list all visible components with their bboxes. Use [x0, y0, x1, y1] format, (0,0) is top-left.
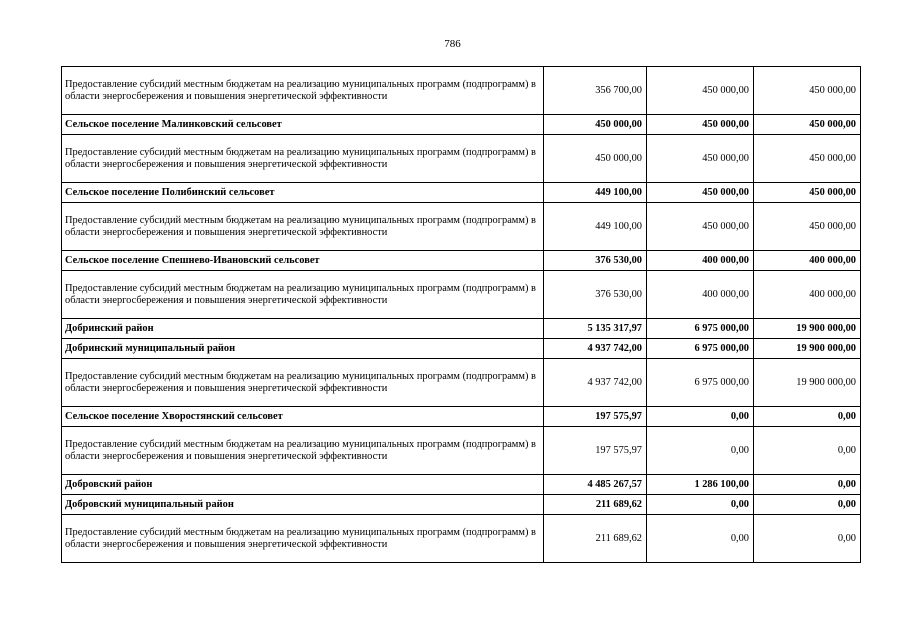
row-name: Предоставление субсидий местным бюджетам на реализацию муниципальных программ (подпрограмм) в области энергосбережения и повышения энергетической эффективности: [62, 359, 544, 407]
row-value-1: 450 000,00: [544, 135, 647, 183]
row-value-3: 19 900 000,00: [754, 359, 861, 407]
row-value-2: 0,00: [647, 427, 754, 475]
row-value-2: 6 975 000,00: [647, 339, 754, 359]
row-value-2: 450 000,00: [647, 183, 754, 203]
table-row: [62, 475, 861, 495]
table-row: [62, 135, 861, 183]
row-value-3: 450 000,00: [754, 115, 861, 135]
table-row: [62, 183, 861, 203]
row-name: Предоставление субсидий местным бюджетам на реализацию муниципальных программ (подпрограмм) в области энергосбережения и повышения энергетической эффективности: [62, 67, 544, 115]
row-value-1: 211 689,62: [544, 515, 647, 563]
table-row: [62, 515, 861, 563]
table-row: [62, 203, 861, 251]
row-value-3: 450 000,00: [754, 135, 861, 183]
row-value-1: 449 100,00: [544, 183, 647, 203]
row-value-1: 376 530,00: [544, 271, 647, 319]
row-value-1: 449 100,00: [544, 203, 647, 251]
row-value-3: 450 000,00: [754, 203, 861, 251]
row-value-2: 0,00: [647, 515, 754, 563]
row-value-2: 6 975 000,00: [647, 359, 754, 407]
row-value-2: 0,00: [647, 407, 754, 427]
row-value-3: 450 000,00: [754, 67, 861, 115]
row-name: Сельское поселение Хворостянский сельсовет: [62, 407, 544, 427]
row-value-1: 450 000,00: [544, 115, 647, 135]
row-value-2: 450 000,00: [647, 135, 754, 183]
row-name: Предоставление субсидий местным бюджетам на реализацию муниципальных программ (подпрограмм) в области энергосбережения и повышения энергетической эффективности: [62, 135, 544, 183]
row-value-2: 6 975 000,00: [647, 319, 754, 339]
table-row: [62, 251, 861, 271]
row-name: Сельское поселение Спешнево-Ивановский сельсовет: [62, 251, 544, 271]
table-row: [62, 359, 861, 407]
row-value-1: 211 689,62: [544, 495, 647, 515]
row-value-2: 400 000,00: [647, 251, 754, 271]
row-name: Сельское поселение Малинковский сельсовет: [62, 115, 544, 135]
row-name: Добровский район: [62, 475, 544, 495]
table-row: [62, 115, 861, 135]
row-name: Предоставление субсидий местным бюджетам на реализацию муниципальных программ (подпрограмм) в области энергосбережения и повышения энергетической эффективности: [62, 515, 544, 563]
row-value-1: 197 575,97: [544, 427, 647, 475]
row-value-1: 376 530,00: [544, 251, 647, 271]
row-value-2: 1 286 100,00: [647, 475, 754, 495]
row-name: Добринский муниципальный район: [62, 339, 544, 359]
row-value-2: 0,00: [647, 495, 754, 515]
row-value-1: 356 700,00: [544, 67, 647, 115]
table-row: [62, 67, 861, 115]
row-value-2: 450 000,00: [647, 115, 754, 135]
row-name: Добринский район: [62, 319, 544, 339]
table-row: [62, 271, 861, 319]
row-value-3: 400 000,00: [754, 271, 861, 319]
table-row: [62, 339, 861, 359]
table-row: [62, 495, 861, 515]
row-value-1: 4 937 742,00: [544, 339, 647, 359]
table-row: [62, 407, 861, 427]
row-name: Добровский муниципальный район: [62, 495, 544, 515]
row-name: Предоставление субсидий местным бюджетам на реализацию муниципальных программ (подпрограмм) в области энергосбережения и повышения энергетической эффективности: [62, 203, 544, 251]
row-value-3: 0,00: [754, 427, 861, 475]
row-value-1: 4 485 267,57: [544, 475, 647, 495]
table-row: [62, 319, 861, 339]
row-name: Предоставление субсидий местным бюджетам на реализацию муниципальных программ (подпрограмм) в области энергосбережения и повышения энергетической эффективности: [62, 427, 544, 475]
row-value-3: 400 000,00: [754, 251, 861, 271]
row-value-3: 19 900 000,00: [754, 319, 861, 339]
row-value-3: 0,00: [754, 495, 861, 515]
row-value-3: 0,00: [754, 407, 861, 427]
row-name: Сельское поселение Полибинский сельсовет: [62, 183, 544, 203]
row-value-2: 450 000,00: [647, 67, 754, 115]
row-name: Предоставление субсидий местным бюджетам на реализацию муниципальных программ (подпрограмм) в области энергосбережения и повышения энергетической эффективности: [62, 271, 544, 319]
row-value-1: 5 135 317,97: [544, 319, 647, 339]
budget-table: [61, 66, 861, 563]
row-value-1: 4 937 742,00: [544, 359, 647, 407]
page-number: 786: [444, 38, 461, 50]
row-value-2: 400 000,00: [647, 271, 754, 319]
row-value-3: 0,00: [754, 475, 861, 495]
table-row: [62, 427, 861, 475]
row-value-1: 197 575,97: [544, 407, 647, 427]
row-value-3: 19 900 000,00: [754, 339, 861, 359]
row-value-3: 0,00: [754, 515, 861, 563]
row-value-3: 450 000,00: [754, 183, 861, 203]
row-value-2: 450 000,00: [647, 203, 754, 251]
